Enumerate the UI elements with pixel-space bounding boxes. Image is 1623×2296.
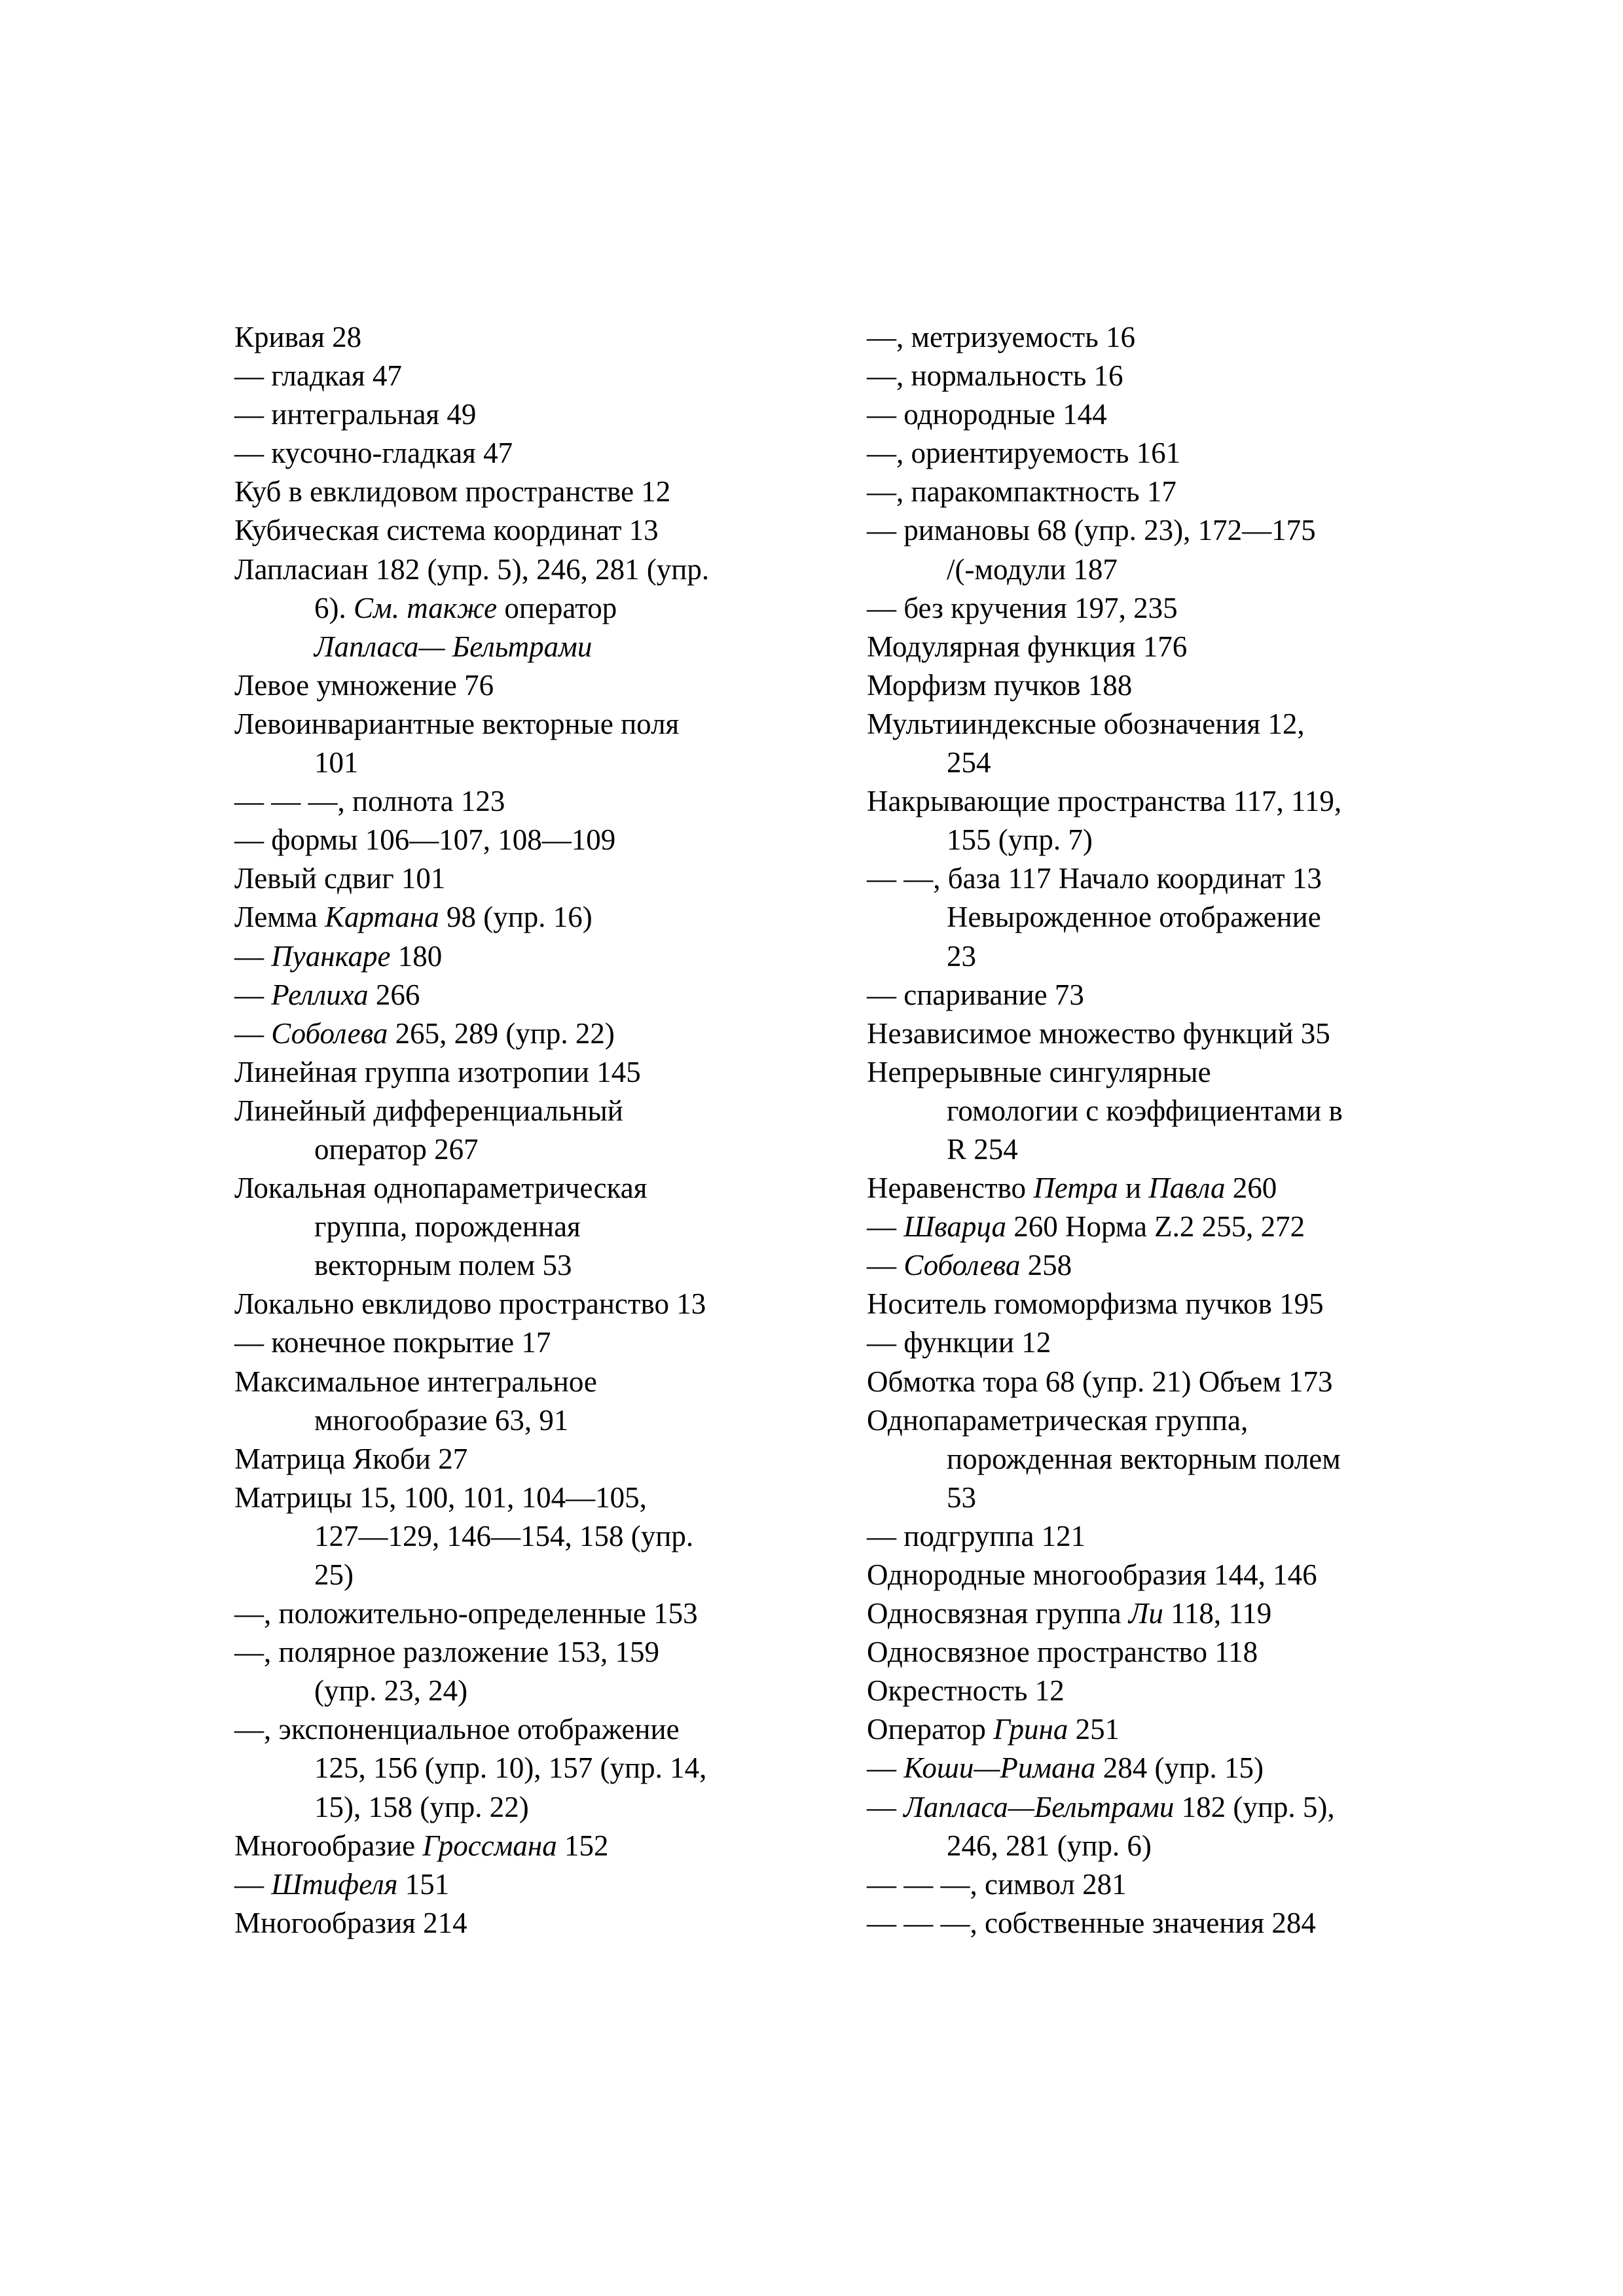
index-text: векторным полем 53 <box>314 1249 572 1282</box>
index-text: 155 (упр. 7) <box>947 823 1093 857</box>
index-text: R 254 <box>947 1132 1018 1166</box>
index-line <box>867 1749 1456 1787</box>
index-text: 284 (упр. 15) <box>1095 1751 1264 1785</box>
index-line <box>867 473 1456 511</box>
index-text: Односвязное пространство 118 <box>867 1636 1258 1669</box>
index-text: Линейный дифференциальный <box>234 1094 623 1127</box>
index-line <box>867 357 1456 395</box>
index-line <box>234 1363 850 1401</box>
index-text: — <box>234 939 272 973</box>
index-term-name: Шварца <box>903 1210 1006 1244</box>
index-text: 25) <box>314 1558 354 1591</box>
index-text: — однородные 144 <box>867 398 1107 431</box>
index-term-name: Коши—Римана <box>903 1751 1096 1785</box>
index-text: Односвязная группа <box>867 1597 1129 1630</box>
index-text: и <box>1118 1172 1149 1205</box>
index-line <box>867 1788 1456 1827</box>
index-text: 23 <box>947 939 976 973</box>
index-line <box>867 821 1456 859</box>
index-text: Неравенство <box>867 1172 1034 1205</box>
index-line <box>234 550 850 589</box>
index-text: — <box>234 1867 272 1901</box>
index-text: — <box>867 1249 904 1282</box>
index-line <box>867 1479 1456 1517</box>
index-text: Локально евклидово пространство 13 <box>234 1287 706 1321</box>
index-term-name: Соболева <box>271 1016 388 1050</box>
index-line <box>234 1285 850 1323</box>
index-line <box>867 1053 1456 1092</box>
index-line <box>867 1904 1456 1943</box>
index-line <box>234 976 850 1014</box>
index-text: порожденная векторным полем <box>947 1442 1341 1475</box>
index-text: 251 <box>1068 1713 1120 1746</box>
index-text: 246, 281 (упр. 6) <box>947 1829 1152 1862</box>
index-text: 125, 156 (упр. 10), 157 (упр. 14, <box>314 1751 707 1785</box>
index-line <box>867 1594 1456 1633</box>
index-line <box>867 1556 1456 1594</box>
index-line <box>234 782 850 821</box>
index-line <box>234 705 850 744</box>
index-text: Кубическая система координат 13 <box>234 514 659 547</box>
index-text: 127—129, 146—154, 158 (упр. <box>314 1519 694 1552</box>
index-line <box>234 357 850 395</box>
index-line <box>234 898 850 937</box>
index-line <box>867 1208 1456 1246</box>
index-text: Накрывающие пространства 117, 119, <box>867 785 1342 818</box>
index-text: 151 <box>397 1867 450 1901</box>
index-line <box>867 550 1456 589</box>
index-text: Многообразие <box>234 1829 423 1862</box>
index-line <box>234 666 850 705</box>
index-text: 258 <box>1020 1249 1072 1282</box>
index-text: 266 <box>368 978 420 1011</box>
index-text: —, ориентируемость 161 <box>867 437 1181 470</box>
index-line <box>234 1788 850 1827</box>
index-line <box>867 1169 1456 1208</box>
index-text: 98 (упр. 16) <box>439 901 593 934</box>
index-line <box>234 1710 850 1749</box>
index-line <box>867 1865 1456 1904</box>
index-text: — <box>234 1016 272 1050</box>
index-text: /(-модули 187 <box>947 552 1118 586</box>
index-right-column <box>867 318 1456 1943</box>
index-text: 182 (упр. 5), <box>1174 1790 1335 1823</box>
index-text: оператор 267 <box>314 1132 479 1166</box>
index-line <box>867 1827 1456 1865</box>
index-line <box>234 395 850 434</box>
index-line <box>234 1323 850 1362</box>
index-line <box>234 1479 850 1517</box>
index-line <box>234 1827 850 1865</box>
index-text: 180 <box>390 939 443 973</box>
index-line <box>234 937 850 976</box>
index-line <box>867 1401 1456 1440</box>
index-line <box>867 318 1456 357</box>
index-text: (упр. 23, 24) <box>314 1674 468 1708</box>
index-line <box>867 976 1456 1014</box>
index-line <box>234 1556 850 1594</box>
index-line <box>234 744 850 782</box>
index-line <box>234 1401 850 1440</box>
index-line <box>867 782 1456 821</box>
index-text: Невырожденное отображение <box>947 901 1321 934</box>
index-line <box>234 1749 850 1787</box>
index-line <box>234 589 850 628</box>
index-text: 260 <box>1225 1172 1277 1205</box>
index-text: гомологии с коэффициентами в <box>947 1094 1343 1127</box>
index-text: Обмотка тора 68 (упр. 21) Объем 173 <box>867 1365 1333 1398</box>
index-text: — <box>867 1210 904 1244</box>
index-line <box>867 1285 1456 1323</box>
index-text: — гладкая 47 <box>234 359 402 393</box>
index-line <box>867 1710 1456 1749</box>
index-text: Куб в евклидовом пространстве 12 <box>234 475 671 509</box>
index-line <box>234 859 850 898</box>
index-text: 6). <box>314 591 354 624</box>
index-text: —, метризуемость 16 <box>867 321 1135 353</box>
index-text: — без кручения 197, 235 <box>867 591 1178 624</box>
index-line <box>234 821 850 859</box>
index-line <box>867 628 1456 666</box>
index-line <box>234 1169 850 1208</box>
index-text: 254 <box>947 746 991 780</box>
index-term-name: Картана <box>325 901 439 934</box>
index-text: Однопараметрическая группа, <box>867 1403 1249 1437</box>
index-text: Лемма <box>234 901 325 934</box>
index-line <box>234 1517 850 1556</box>
index-text: Максимальное интегральное <box>234 1365 597 1398</box>
index-text: — интегральная 49 <box>234 398 477 431</box>
index-line <box>867 434 1456 473</box>
index-text: Левоинвариантные векторные поля <box>234 707 680 740</box>
index-text: Морфизм пучков 188 <box>867 668 1133 702</box>
index-text: — конечное покрытие 17 <box>234 1326 551 1359</box>
index-text: — римановы 68 (упр. 23), 172—175 <box>867 514 1316 547</box>
index-line <box>234 1208 850 1246</box>
index-text: —, нормальность 16 <box>867 359 1123 393</box>
index-text: многообразие 63, 91 <box>314 1403 569 1437</box>
index-line <box>867 937 1456 976</box>
index-line <box>234 1014 850 1053</box>
index-text: Мультииндексные обозначения 12, <box>867 707 1305 740</box>
index-text: Носитель гомоморфизма пучков 195 <box>867 1287 1324 1321</box>
index-line <box>867 1130 1456 1169</box>
index-line <box>234 628 850 666</box>
index-line <box>867 1323 1456 1362</box>
index-text: Левое умножение 76 <box>234 668 494 702</box>
index-text: —, положительно-определенные 153 <box>234 1597 698 1630</box>
index-line <box>234 434 850 473</box>
index-text: Оператор <box>867 1713 994 1746</box>
index-term-name: Павла <box>1148 1172 1226 1205</box>
index-line <box>867 395 1456 434</box>
index-line <box>867 511 1456 550</box>
index-left-column <box>234 318 850 1943</box>
index-text: Лапласиан 182 (упр. 5), 246, 281 (упр. <box>234 552 710 586</box>
index-term-name: Реллиха <box>271 978 369 1011</box>
index-line <box>867 1014 1456 1053</box>
index-text: Непрерывные сингулярные <box>867 1055 1211 1088</box>
index-term-name: Пуанкаре <box>271 939 391 973</box>
index-text: — — —, полнота 123 <box>234 785 505 818</box>
index-text: — — —, собственные значения 284 <box>867 1906 1316 1939</box>
index-text: — формы 106—107, 108—109 <box>234 823 616 857</box>
index-line <box>867 666 1456 705</box>
index-line <box>234 1130 850 1169</box>
index-line <box>867 1517 1456 1556</box>
index-text: — подгруппа 121 <box>867 1519 1086 1552</box>
index-text: Однородные многообразия 144, 146 <box>867 1558 1317 1591</box>
index-text: Матрица Якоби 27 <box>234 1442 468 1475</box>
index-text: Кривая 28 <box>234 321 362 353</box>
index-line <box>234 1904 850 1943</box>
index-text: 118, 119 <box>1163 1597 1272 1630</box>
index-term-name: Грина <box>993 1713 1068 1746</box>
index-term-name: Лапласа— Бельтрами <box>314 630 593 663</box>
index-text: — функции 12 <box>867 1326 1051 1359</box>
index-text: — <box>234 978 272 1011</box>
index-text: Окрестность 12 <box>867 1674 1065 1708</box>
index-text: —, паракомпактность 17 <box>867 475 1176 509</box>
index-text: Независимое множество функций 35 <box>867 1016 1330 1050</box>
index-line <box>234 1092 850 1130</box>
index-text: 101 <box>314 746 359 780</box>
index-text: — <box>867 1751 904 1785</box>
index-term-name: См. также <box>354 591 498 624</box>
index-line <box>867 859 1456 898</box>
index-text: — — —, символ 281 <box>867 1867 1127 1901</box>
index-line <box>867 705 1456 744</box>
index-line <box>867 1246 1456 1285</box>
index-text: —, полярное разложение 153, 159 <box>234 1636 659 1669</box>
index-text: — <box>867 1790 904 1823</box>
index-line <box>234 1672 850 1710</box>
index-text: Левый сдвиг 101 <box>234 862 446 895</box>
index-term-name: Ли <box>1128 1597 1163 1630</box>
index-text: оператор <box>497 591 617 624</box>
index-term-name: Лапласа—Бельтрами <box>903 1790 1175 1823</box>
index-line <box>234 473 850 511</box>
index-line <box>234 1865 850 1904</box>
index-term-name: Штифеля <box>271 1867 398 1901</box>
index-line <box>867 1633 1456 1672</box>
index-line <box>234 1440 850 1479</box>
index-text: 265, 289 (упр. 22) <box>388 1016 615 1050</box>
index-text: группа, порожденная <box>314 1210 581 1244</box>
index-line <box>867 1092 1456 1130</box>
index-text: Модулярная функция 176 <box>867 630 1188 663</box>
index-line <box>234 1053 850 1092</box>
index-line <box>867 1672 1456 1710</box>
index-text: 260 Норма Z.2 255, 272 <box>1006 1210 1305 1244</box>
index-line <box>234 1633 850 1672</box>
index-text: Матрицы 15, 100, 101, 104—105, <box>234 1480 647 1514</box>
index-line <box>867 1363 1456 1401</box>
index-line <box>867 898 1456 937</box>
index-text: — кусочно-гладкая 47 <box>234 437 513 470</box>
index-text: Многообразия 214 <box>234 1906 467 1939</box>
index-line <box>867 1440 1456 1479</box>
index-line <box>234 511 850 550</box>
index-text: 152 <box>556 1829 609 1862</box>
index-text: 15), 158 (упр. 22) <box>314 1790 529 1823</box>
index-line <box>867 589 1456 628</box>
index-line <box>234 318 850 357</box>
index-text: — —, база 117 Начало координат 13 <box>867 862 1322 895</box>
index-line <box>234 1246 850 1285</box>
index-term-name: Соболева <box>903 1249 1021 1282</box>
index-term-name: Гроссмана <box>422 1829 557 1862</box>
index-term-name: Петра <box>1033 1172 1118 1205</box>
index-text: —, экспоненциальное отображение <box>234 1713 680 1746</box>
index-text: Линейная группа изотропии 145 <box>234 1055 641 1088</box>
index-line <box>867 744 1456 782</box>
index-line <box>234 1594 850 1633</box>
index-text: 53 <box>947 1480 976 1514</box>
index-text: — спаривание 73 <box>867 978 1084 1011</box>
index-text: Локальная однопараметрическая <box>234 1172 647 1205</box>
